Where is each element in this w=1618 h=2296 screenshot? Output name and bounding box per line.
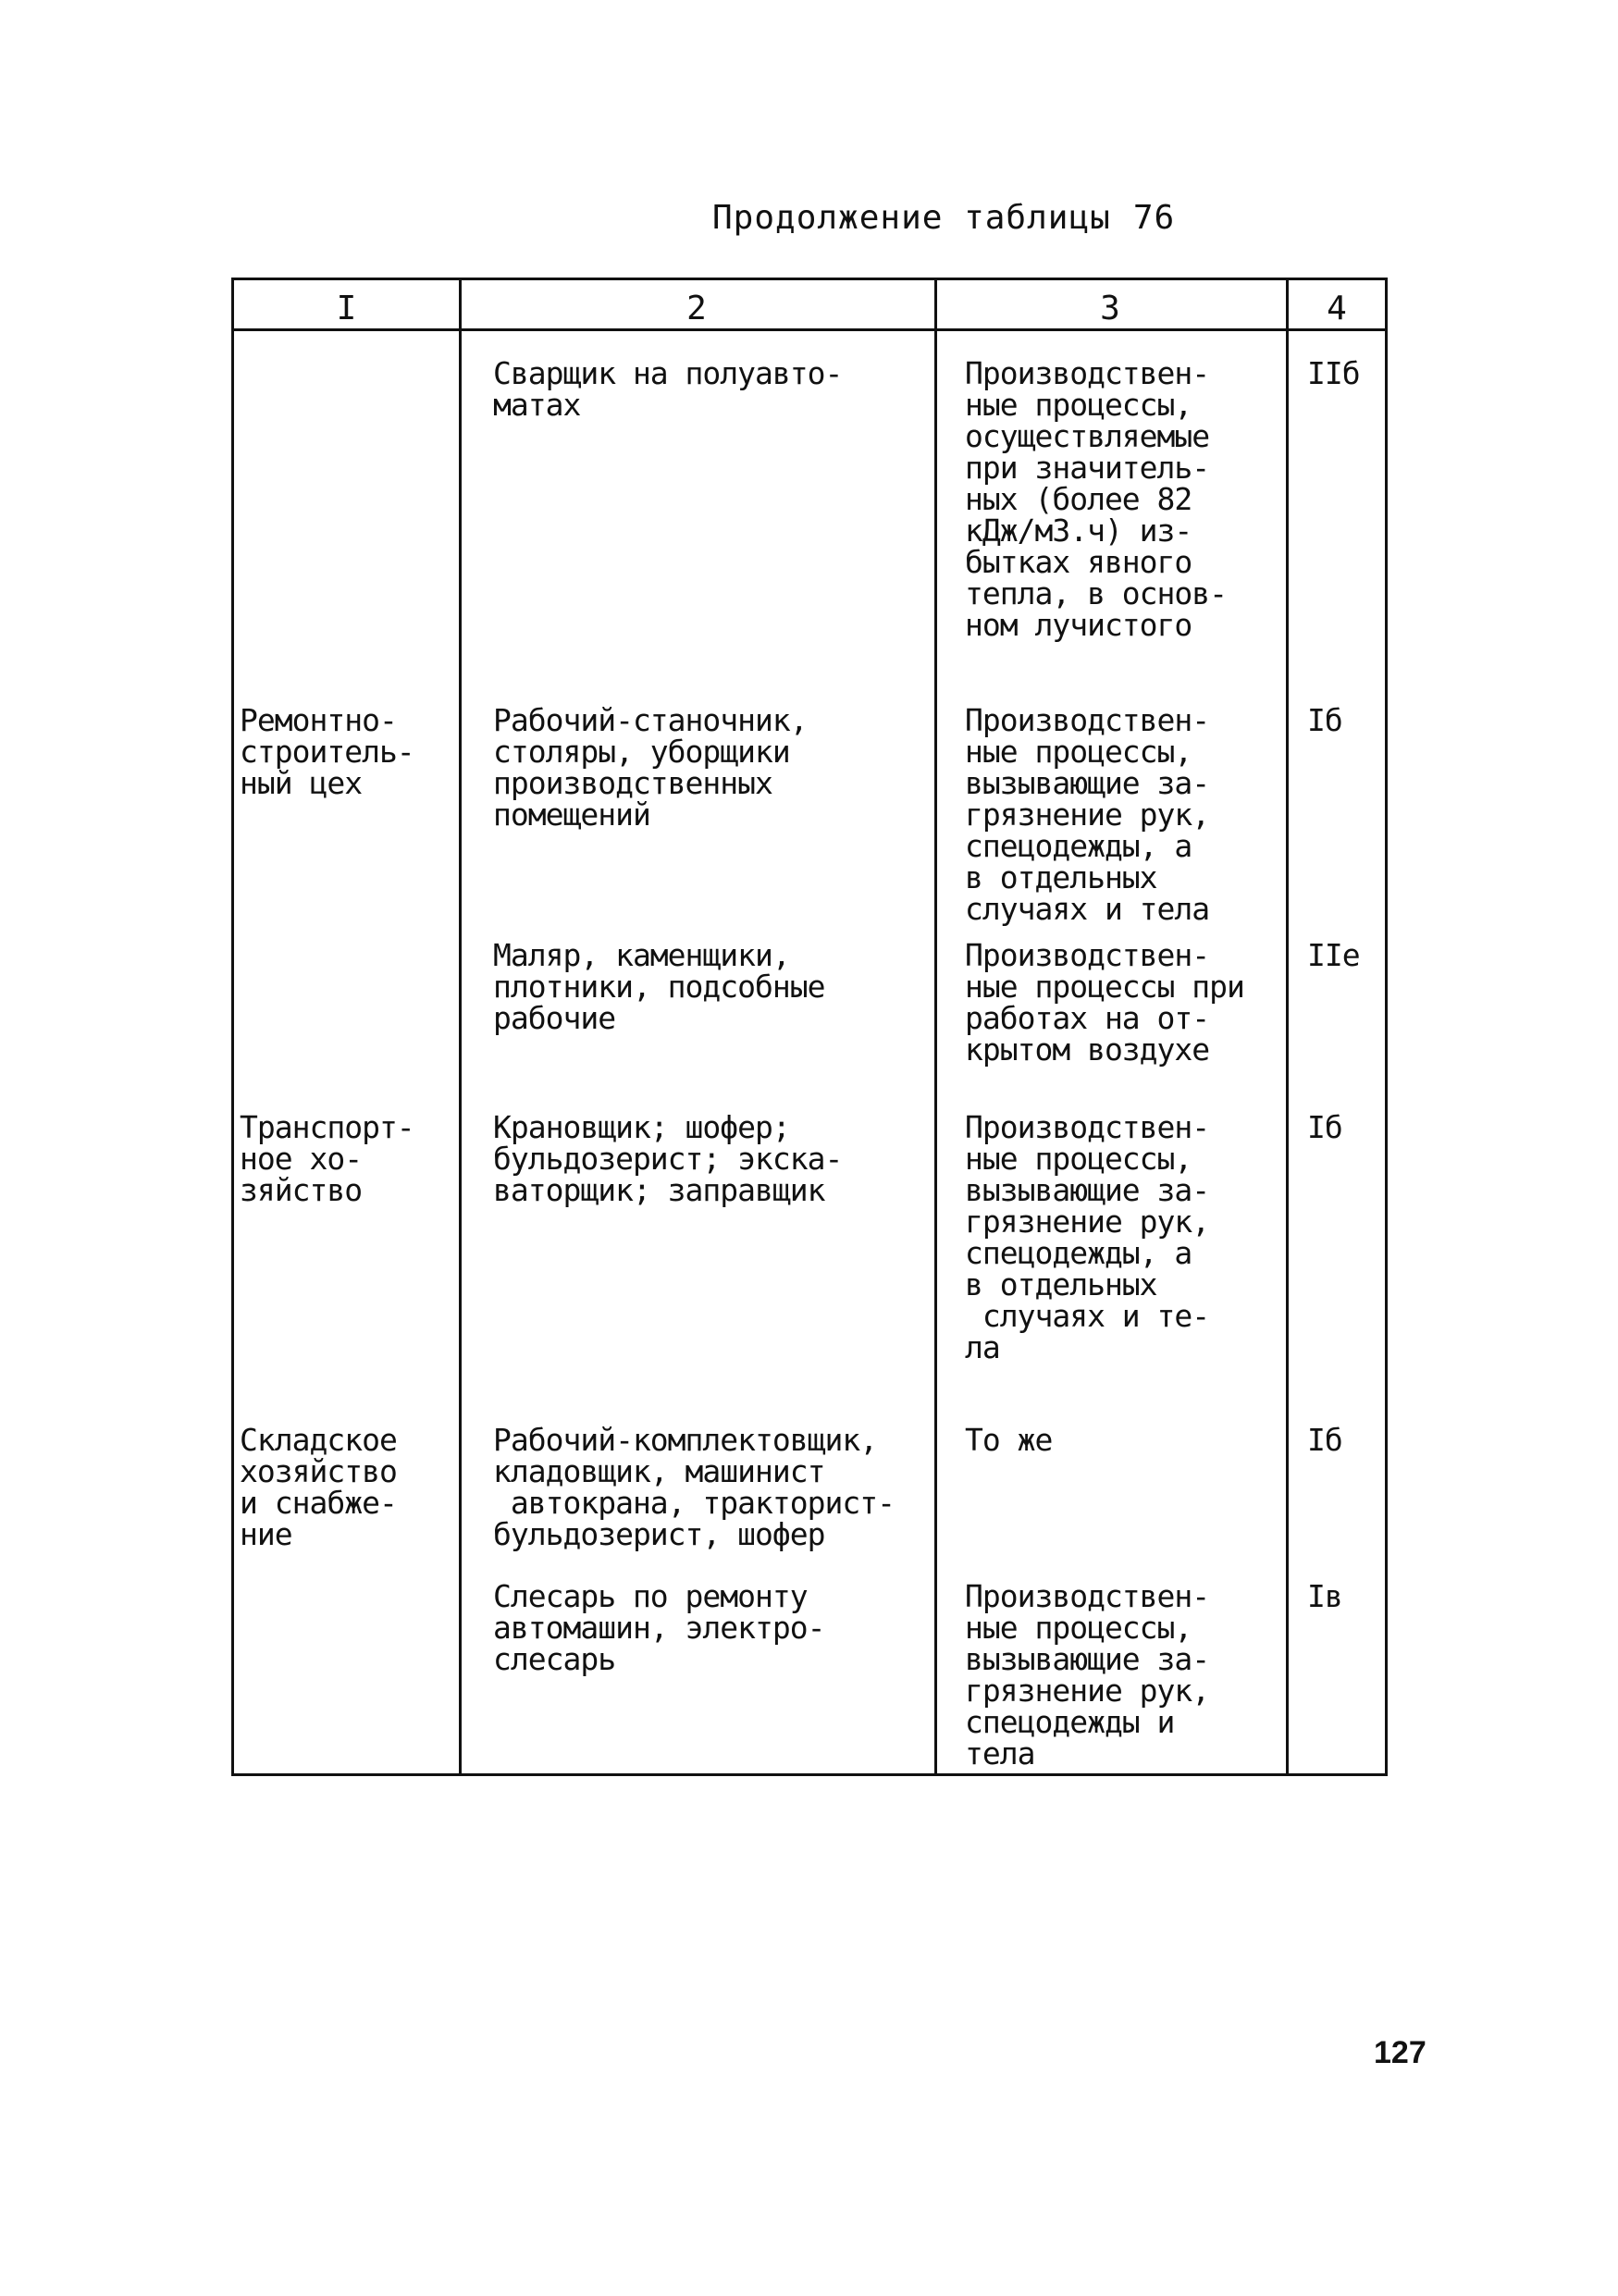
row-1-occupation: Сварщик на полуавто- матах — [493, 355, 843, 423]
row-6-group: Iв — [1307, 1578, 1342, 1614]
caption-table-number: 76 — [1132, 199, 1176, 237]
data-table — [231, 278, 1388, 1776]
row-4-occupation: Крановщик; шофер; бульдозерист; экска- ваторщик; заправщик — [493, 1109, 843, 1208]
row-3-group: IIе — [1307, 937, 1360, 973]
row-5-occupation: Рабочий-комплектовщик, кладовщик, машинист автокрана, тракторист- бульдозерист, шофер — [493, 1422, 895, 1552]
row-5-department: Складское хозяйство и снабже- ние — [240, 1422, 397, 1552]
row-2-occupation: Рабочий-станочник, столяры, уборщики производственных помещений — [493, 702, 808, 833]
row-5-process: То же — [965, 1422, 1053, 1458]
row-6-process: Производствен- ные процессы, вызывающие за- грязнение рук, спецодежды и тела — [965, 1578, 1210, 1771]
row-2-process: Производствен- ные процессы, вызывающие за- грязнение рук, спецодежды, а в отдельных случаях и тела — [965, 702, 1210, 927]
row-4-group: Iб — [1307, 1109, 1342, 1145]
header-col-3: 3 — [1100, 290, 1120, 327]
row-2-department: Ремонтно- строитель- ный цех — [240, 702, 414, 801]
row-1-group: IIб — [1307, 355, 1360, 391]
row-4-department: Транспорт- ное хо- зяйство — [240, 1109, 414, 1208]
page-number: 127 — [1374, 2035, 1427, 2070]
table-caption — [712, 199, 1175, 237]
row-6-occupation: Слесарь по ремонту автомашин, электро- слесарь — [493, 1578, 825, 1677]
header-divider — [234, 328, 1385, 331]
header-col-2: 2 — [686, 290, 707, 327]
column-divider-2 — [934, 280, 937, 1773]
row-3-occupation: Маляр, каменщики, плотники, подсобные рабочие — [493, 937, 825, 1036]
row-3-process: Производствен- ные процессы при работах на от- крытом воздухе — [965, 937, 1244, 1068]
header-col-1: I — [336, 290, 357, 327]
row-2-group: Iб — [1307, 702, 1342, 738]
row-5-group: Iб — [1307, 1422, 1342, 1458]
caption-text: Продолжение таблицы — [712, 199, 1111, 237]
row-1-process: Производствен- ные процессы, осуществляемые при значитель- ных (более 82 кДж/м3.ч) из- бытках явного тепла, в основ- ном лучистого — [965, 355, 1228, 643]
header-col-4: 4 — [1327, 290, 1347, 327]
column-divider-1 — [459, 280, 462, 1773]
row-4-process: Производствен- ные процессы, вызывающие за- грязнение рук, спецодежды, а в отдельных случаях и те- ла — [965, 1109, 1210, 1365]
column-divider-3 — [1286, 280, 1289, 1773]
